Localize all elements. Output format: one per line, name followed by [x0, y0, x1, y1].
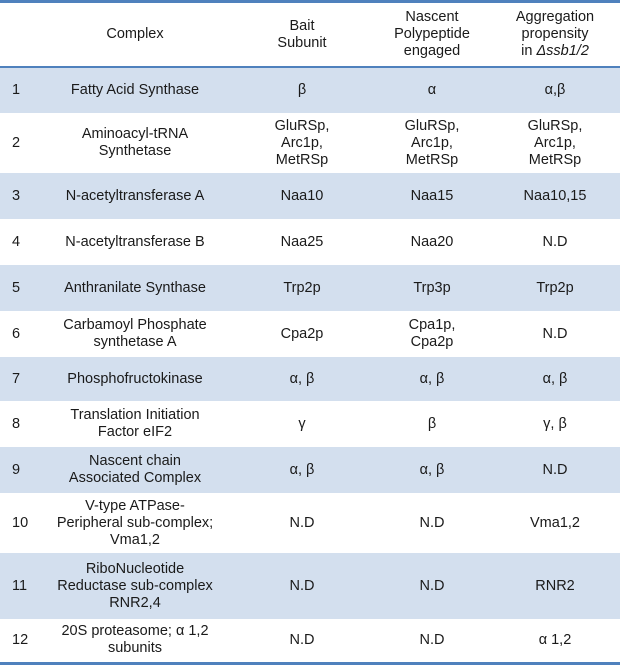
- cell-bait: α, β: [289, 461, 315, 478]
- cell-complex: Anthranilate Synthase: [64, 279, 206, 296]
- cell-complex: RiboNucleotide Reductase sub-complex RNR2,4: [57, 560, 213, 611]
- cell-aggregation: N.D: [542, 461, 568, 478]
- cell-num: 1: [12, 82, 21, 98]
- table-row: [0, 553, 620, 619]
- cell-nascent: N.D: [419, 577, 445, 594]
- cell-complex: V-type ATPase- Peripheral sub-complex; Vma1,2: [56, 497, 214, 548]
- header-nascent: Nascent Polypeptide engaged: [374, 2, 490, 68]
- table-row: [0, 357, 620, 401]
- cell-num: 2: [12, 134, 21, 151]
- cell-aggregation: α,β: [544, 82, 566, 98]
- cell-aggregation: RNR2: [535, 577, 575, 594]
- table-row: [0, 67, 620, 113]
- cell-nascent: β: [427, 415, 437, 432]
- cell-complex: Phosphofructokinase: [67, 370, 203, 387]
- cell-complex: Fatty Acid Synthase: [70, 82, 200, 98]
- header-bait: Bait Subunit: [230, 2, 374, 68]
- cell-bait: Trp2p: [283, 279, 321, 296]
- header-aggregation-text: Aggregation propensity in: [515, 9, 595, 59]
- cell-bait: N.D: [289, 577, 315, 594]
- cell-aggregation: α 1,2: [538, 631, 572, 648]
- cell-aggregation: Naa10,15: [523, 187, 587, 204]
- header-row: [0, 2, 620, 68]
- cell-nascent: α: [427, 82, 437, 98]
- cell-complex: Carbamoyl Phosphate synthetase A: [63, 317, 207, 350]
- cell-bait: Naa10: [280, 187, 324, 204]
- cell-bait: N.D: [289, 631, 315, 648]
- header-complex: Complex: [40, 2, 230, 68]
- header-aggregation: [490, 2, 620, 68]
- cell-num: 3: [12, 187, 21, 204]
- cell-bait: β: [297, 82, 307, 98]
- table-row: [0, 265, 620, 311]
- table-row: [0, 219, 620, 265]
- table-row: [0, 113, 620, 173]
- cell-nascent: GluRSp, Arc1p, MetRSp: [404, 117, 460, 168]
- cell-nascent: N.D: [419, 514, 445, 531]
- table-row: [0, 619, 620, 663]
- table-row: [0, 311, 620, 357]
- cell-complex: Translation Initiation Factor eIF2: [70, 407, 200, 440]
- table-row: [0, 401, 620, 447]
- cell-nascent: α, β: [419, 461, 445, 478]
- cell-aggregation: N.D: [542, 233, 568, 250]
- cell-nascent: Cpa1p, Cpa2p: [408, 317, 456, 350]
- cell-nascent: N.D: [419, 631, 445, 648]
- cell-num: 7: [12, 370, 21, 387]
- cell-bait: Cpa2p: [280, 325, 324, 342]
- cell-aggregation: Vma1,2: [530, 514, 580, 531]
- cell-num: 9: [12, 461, 21, 478]
- cell-complex: Nascent chain Associated Complex: [68, 453, 202, 486]
- cell-bait: Naa25: [280, 233, 324, 250]
- cell-num: 11: [12, 577, 28, 594]
- cell-aggregation: GluRSp, Arc1p, MetRSp: [527, 117, 583, 168]
- cell-num: 6: [12, 325, 21, 342]
- header-aggregation-strain: Δssb1/2: [536, 43, 589, 59]
- cell-aggregation: Trp2p: [536, 279, 574, 296]
- cell-nascent: Trp3p: [413, 279, 451, 296]
- table-row: [0, 173, 620, 219]
- cell-complex: N-acetyltransferase A: [65, 187, 205, 204]
- cell-bait: GluRSp, Arc1p, MetRSp: [274, 117, 330, 168]
- header-number: [0, 2, 40, 68]
- cell-num: 12: [12, 631, 29, 648]
- cell-aggregation: γ, β: [543, 415, 567, 432]
- cell-nascent: α, β: [419, 370, 445, 387]
- cell-complex: Aminoacyl-tRNA Synthetase: [81, 126, 189, 159]
- cell-num: 8: [12, 415, 21, 432]
- cell-bait: γ: [298, 415, 306, 432]
- table-row: [0, 447, 620, 493]
- cell-complex: 20S proteasome; α 1,2 subunits: [61, 623, 209, 657]
- cell-nascent: Naa15: [410, 187, 454, 204]
- table-row: [0, 493, 620, 553]
- cell-num: 4: [12, 233, 21, 250]
- cell-aggregation: N.D: [542, 325, 568, 342]
- cell-bait: N.D: [289, 514, 315, 531]
- cell-aggregation: α, β: [542, 370, 568, 387]
- cell-num: 5: [12, 279, 21, 296]
- cell-complex: N-acetyltransferase B: [65, 233, 205, 250]
- cell-num: 10: [12, 514, 29, 531]
- cell-nascent: Naa20: [410, 233, 454, 250]
- cell-bait: α, β: [289, 370, 315, 387]
